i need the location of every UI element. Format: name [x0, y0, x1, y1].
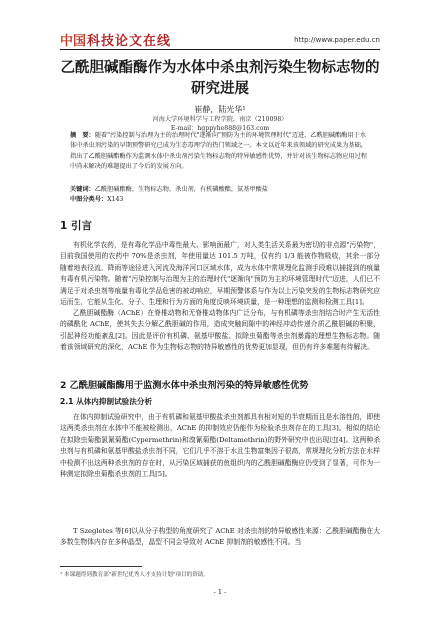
site-logo[interactable]	[60, 30, 171, 49]
clc-text: X143	[107, 196, 124, 203]
site-url[interactable]: http://www.paper.edu.cn	[294, 36, 380, 44]
logo-prefix: 中国	[60, 34, 87, 49]
classification	[70, 194, 370, 203]
clc-label: 中图分类号：	[70, 196, 108, 203]
paragraph-4: T Szegletes 等[6]以从分子构型的角度研究了 AChE 对杀虫剂的特异敏感性来源：乙酰胆碱酯酶在大多数生物体内存在多种晶型，晶型不同会导致对 AChE 抑制剂的敏感性不同。当	[60, 527, 380, 547]
page-number: - 1 -	[213, 588, 227, 596]
section-1-heading: 1 引言	[60, 220, 92, 232]
page-header	[0, 0, 440, 49]
paragraph-2: 乙酰胆碱酯酶（AChE）在脊椎动物和无脊椎动物体内广泛分布，与有机磷等杀虫剂结合时产生无活性的磷酰化 AChE，使其失去分解乙酰胆碱的作用，造成突触间隙中的神经冲动传递介质乙酰胆碱的积聚，引起神经功能紊乱[2]。因此是评价有机磷、氨基甲酸盐、拟除虫菊酯等杀虫剂暴露的理想生物标志物。随着该领域研究的深化，AChE 作为生物标志物的特异敏感性的优势更加显现，但仍有许多难题有待解决。	[60, 309, 380, 352]
keywords-text: 乙酰胆碱酯酶，生物标志物，杀虫剂，有机磷酸酯，氨基甲酸盐	[94, 186, 268, 193]
authors: 崔静，陆光华¹	[194, 105, 246, 114]
paragraph-1: 有机化学农药，是有毒化学品中毒性最大、影响面最广，对人类生活关系最为密切的非点源"污染物"，目前我国使用的农药中 70%是杀虫剂，年使用量达 101.5 万吨，仅有约 1/3 能被作物吸收，其余一部分随着地表径流、降雨等途径进入河流及海洋河口区域水体，成为水体中常规理化监测手段难以捕捉到的痕量有毒有机污染物。随着"污染控制与治理为主的治理时代"逐渐向"预防为主的环境管理时代"迈进，人们已不满足于对杀虫剂等痕量有毒化学品危害的被动响应，早期预警体系与作为以上污染突发的生物标志物研究应运而生，它能从生化、分子、生理和行为方面的角度反映环境质量，是一种理想的监测和检测工具[1]。	[60, 241, 380, 307]
header-rule	[60, 49, 380, 50]
paper-title: 乙酰胆碱酯酶作为水体中杀虫剂污染生物标志物的研究进展	[60, 60, 380, 97]
footnote-rule	[60, 566, 142, 567]
paragraph-3: 在体内抑制试验研究中，由于有机磷和氨基甲酸盐杀虫剂都具有相对短的半衰期而且是水溶性的，即使这两类杀虫剂在水体中不能被检测出，AChE 的抑制效应仍能作为检验杀虫剂存在的工具[3]。相似的结论在拟除虫菊酯氯氰菊酯(Cypermethrin)和溴氰菊酯(Deltamethrin)的野外研究中也出现过[4]。这两种杀虫剂与有机磷和氨基甲酸盐杀虫剂不同，它们几乎不溶于水且生物富集因子很高，常规理化分析方法在水样中检测不出这两种杀虫剂的存在时，从污染区域捕获的鱼组织内的乙酰胆碱酯酶应仍受到了显著，可作为一种测定拟除虫菊酯杀虫剂的工具[5]。	[60, 413, 380, 479]
affiliation: 河海大学环境科学与工程学院，南京（210098）	[152, 116, 288, 123]
abstract-text: 随着"污染控制与治理为主的治理时代"逐渐向"预防为主的环境管理时代"迈进，乙酰胆碱酯酶用于水体中杀虫剂污染的早期预警研究已成为生态毒理学的热门领域之一。本文以近年来该领域的研究成果为基础，指出了乙酰胆碱酯酶作为监测水体中杀虫剂污染生物标志物的特异敏感性优势，并针对该生物标志物应用过程中尚未解决的难题提出了今后的发展方向。	[70, 132, 367, 171]
keywords	[70, 184, 370, 193]
email[interactable]: E-mail：hgppyhe888@163.com	[170, 125, 270, 132]
logo-main: 科技论文在线	[87, 34, 172, 49]
section-2-1-heading: 2.1 从体内抑制试验法分析	[60, 397, 153, 406]
abstract-label: 摘 要：	[70, 132, 95, 139]
footnote: ¹ 本课题得到教育部"新世纪优秀人才支持计划"项目的资助。	[60, 572, 210, 578]
section-2-heading: 2 乙酰胆碱酯酶用于监测水体中杀虫剂污染的特异敏感性优势	[60, 380, 309, 391]
keywords-label: 关键词：	[70, 186, 95, 193]
abstract	[70, 131, 370, 173]
